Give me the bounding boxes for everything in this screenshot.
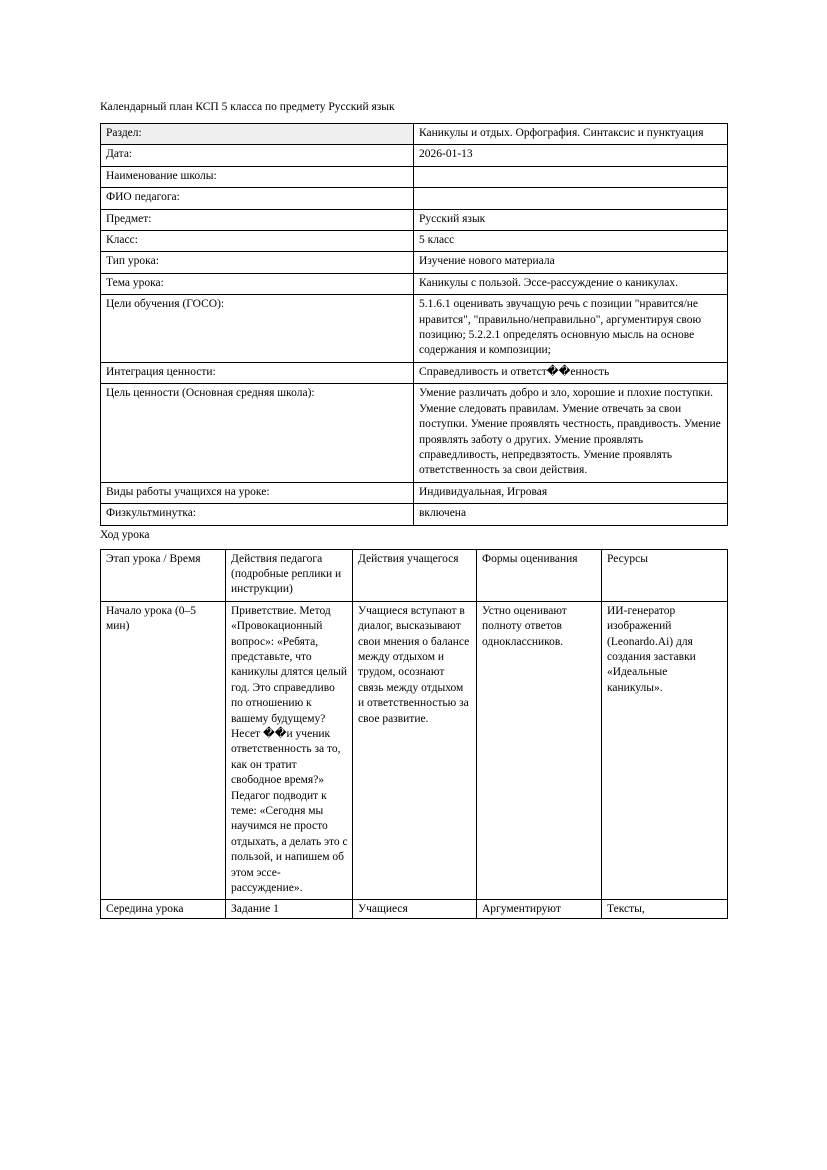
info-row-value: Индивидуальная, Игровая (414, 482, 728, 503)
column-header: Формы оценивания (477, 549, 602, 601)
resources-cell: ИИ-генератор изображений (Leonardo.Ai) для создания заставки «Идеальные каникулы». (602, 601, 728, 900)
info-row-label: Наименование школы: (101, 166, 414, 187)
table-row (101, 124, 728, 145)
lesson-flow-table (100, 549, 728, 919)
table-row (101, 209, 728, 230)
lesson-info-body (101, 124, 728, 526)
info-row-label: Тема урока: (101, 273, 414, 294)
column-header: Действия учащегося (353, 549, 477, 601)
info-row-label: Цели обучения (ГОСО): (101, 295, 414, 363)
column-header: Ресурсы (602, 549, 728, 601)
teacher-actions-cell: Приветствие. Метод «Провокационный вопрос»: «Ребята, представьте, что каникулы длятся целый год. Это справедливо по отношению к вашему будущему? Несет ��и ученик ответственность за то, как он тратит свободное время?» Педагог подводит к теме: «Сегодня мы научимся не просто отдыхать, а делать это с пользой, и напишем об этом эссе-рассуждение». (226, 601, 353, 900)
table-row (101, 166, 728, 187)
table-row (101, 482, 728, 503)
info-row-label: Интеграция ценности: (101, 362, 414, 383)
lesson-info-table (100, 123, 728, 526)
table-row (101, 295, 728, 363)
lesson-flow-head (101, 549, 728, 601)
info-row-label: Виды работы учащихся на уроке: (101, 482, 414, 503)
info-row-value: 5 класс (414, 231, 728, 252)
column-header: Этап урока / Время (101, 549, 226, 601)
table-row (101, 273, 728, 294)
column-header: Действия педагога (подробные реплики и инструкции) (226, 549, 353, 601)
info-row-value: включена (414, 504, 728, 525)
info-row-label: Цель ценности (Основная средняя школа): (101, 384, 414, 482)
info-row-value: 2026-01-13 (414, 145, 728, 166)
stage-cell: Середина урока (101, 900, 226, 918)
table-row (101, 188, 728, 209)
info-row-label: Раздел: (101, 124, 414, 145)
info-row-label: Предмет: (101, 209, 414, 230)
table-row (101, 384, 728, 482)
table-row (101, 504, 728, 525)
table-header-row (101, 549, 728, 601)
info-row-value: Каникулы с пользой. Эссе-рассуждение о каникулах. (414, 273, 728, 294)
table-row (101, 362, 728, 383)
assessment-cell: Аргументируют (477, 900, 602, 918)
info-row-label: Класс: (101, 231, 414, 252)
assessment-cell: Устно оценивают полноту ответов одноклассников. (477, 601, 602, 900)
info-row-value (414, 166, 728, 187)
stage-cell: Начало урока (0–5 мин) (101, 601, 226, 900)
resources-cell: Тексты, (602, 900, 728, 918)
table-row (101, 231, 728, 252)
table-row (101, 601, 728, 900)
info-row-label: Тип урока: (101, 252, 414, 273)
info-row-value: Каникулы и отдых. Орфография. Синтаксис и пунктуация (414, 124, 728, 145)
table-row (101, 900, 728, 918)
info-row-value: Справедливость и ответст��енность (414, 362, 728, 383)
student-actions-cell: Учащиеся вступают в диалог, высказывают свои мнения о балансе между отдыхом и трудом, осознают связь между отдыхом и ответственностью за свое развитие. (353, 601, 477, 900)
table-row (101, 252, 728, 273)
info-row-label: Физкультминутка: (101, 504, 414, 525)
student-actions-cell: Учащиеся (353, 900, 477, 918)
info-row-value (414, 188, 728, 209)
teacher-actions-cell: Задание 1 (226, 900, 353, 918)
info-row-label: Дата: (101, 145, 414, 166)
info-row-value: Изучение нового материала (414, 252, 728, 273)
page-title: Календарный план КСП 5 класса по предмету Русский язык (100, 101, 395, 113)
table-row (101, 145, 728, 166)
info-row-value: Умение различать добро и зло, хорошие и плохие поступки. Умение следовать правилам. Умение отвечать за свои поступки. Умение проявлять честность, правдивость. Умение проявлять заботу о других. Умение проявлять справедливость, непредвзятость. Умение проявлять ответственность за свои действия. (414, 384, 728, 482)
lesson-flow-body (101, 601, 728, 918)
info-row-label: ФИО педагога: (101, 188, 414, 209)
info-row-value: Русский язык (414, 209, 728, 230)
info-row-value: 5.1.6.1 оценивать звучащую речь с позиции "нравится/не нравится", "правильно/неправильно", аргументируя свою позицию; 5.2.2.1 определять основную мысль на основе содержания и композиции; (414, 295, 728, 363)
lesson-flow-caption: Ход урока (100, 528, 150, 541)
